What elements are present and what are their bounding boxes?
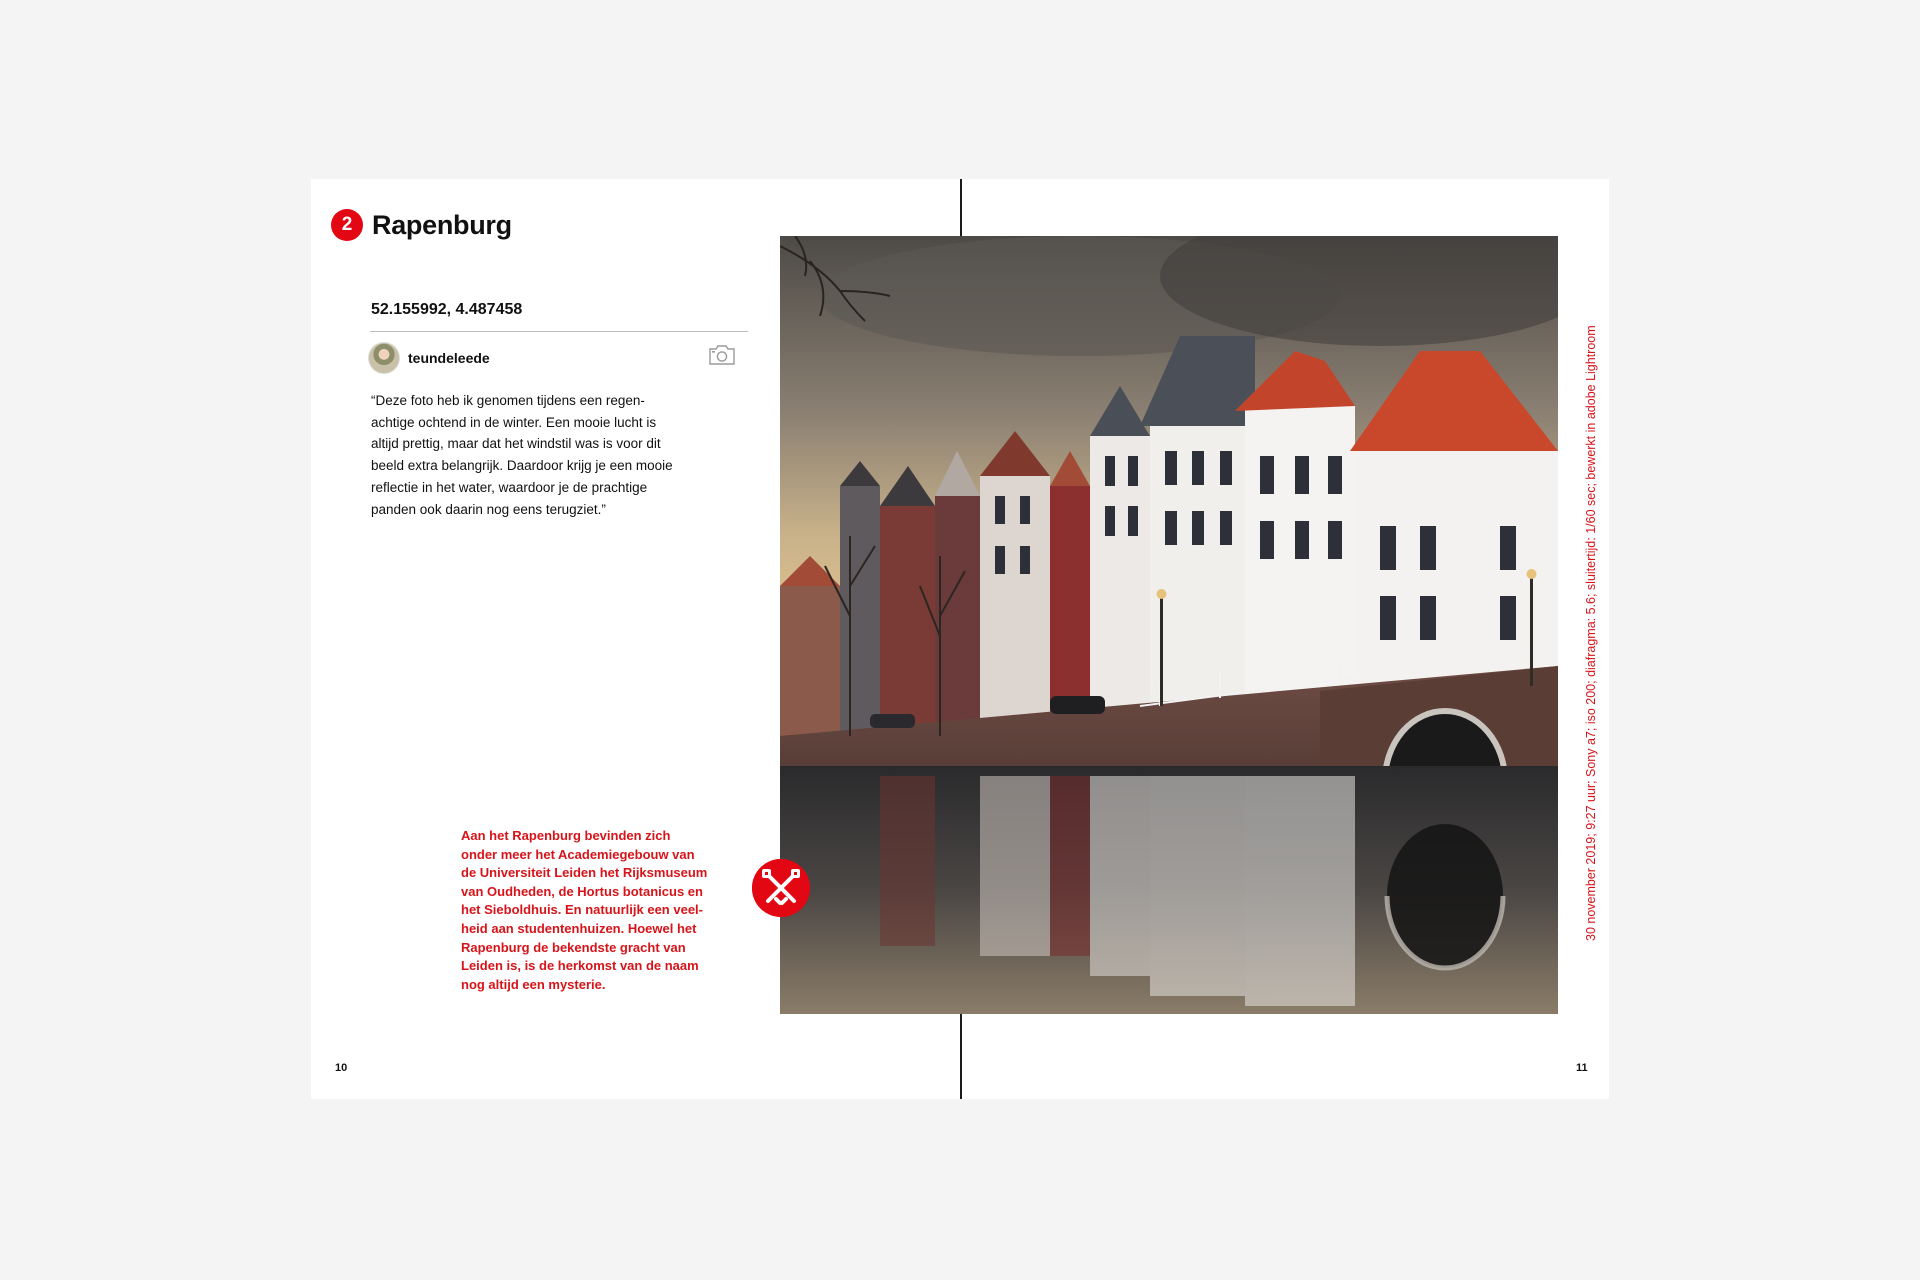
quote-line: panden ook daarin nog eens terugziet.” (371, 501, 606, 517)
magazine-spread (311, 179, 1609, 1099)
photographer-quote (371, 390, 711, 520)
crossed-keys-icon (752, 859, 810, 917)
photo-exif-caption: 30 november 2019; 9:27 uur; Sony a7; iso 200; diafragma: 5.6; sluitertijd: 1/60 sec; bewerkt in adobe Lightroom (1584, 325, 1598, 941)
note-line: de Universiteit Leiden het Rijksmuseum (461, 865, 708, 881)
avatar (368, 342, 400, 374)
quote-line: altijd prettig, maar dat het windstil was is voor dit (371, 436, 661, 452)
page-title: Rapenburg (372, 209, 512, 240)
note-line: Aan het Rapenburg bevinden zich (461, 828, 671, 843)
note-line: onder meer het Academiegebouw van (461, 846, 695, 862)
gps-coordinates: 52.155992, 4.487458 (371, 301, 523, 318)
page-number-right: 11 (1576, 1062, 1588, 1074)
note-line: Rapenburg de bekendste gracht van (461, 939, 686, 955)
canal-photo (780, 236, 1558, 1014)
history-note (461, 827, 751, 994)
note-line: nog altijd een mysterie. (461, 976, 606, 992)
quote-line: beeld extra belangrijk. Daardoor krijg je een mooie (371, 458, 673, 474)
note-line: van Oudheden, de Hortus botanicus en (461, 883, 703, 899)
quote-line: reflectie in het water, waardoor je de prachtige (371, 479, 648, 495)
photographer-username: teundeleede (408, 350, 490, 366)
note-line: het Sieboldhuis. En natuurlijk een veel- (461, 902, 703, 918)
divider (370, 331, 748, 332)
location-number-badge: 2 (331, 209, 363, 241)
camera-icon (707, 343, 737, 367)
photographer-row (368, 342, 490, 374)
note-line: Leiden is, is de herkomst van de naam (461, 958, 699, 974)
quote-line: achtige ochtend in de winter. Een mooie lucht is (371, 414, 657, 430)
title-row (331, 208, 512, 242)
quote-line: “Deze foto heb ik genomen tijdens een regen- (371, 393, 645, 408)
page-number-left: 10 (335, 1062, 348, 1074)
note-line: heid aan studentenhuizen. Hoewel het (461, 920, 697, 936)
